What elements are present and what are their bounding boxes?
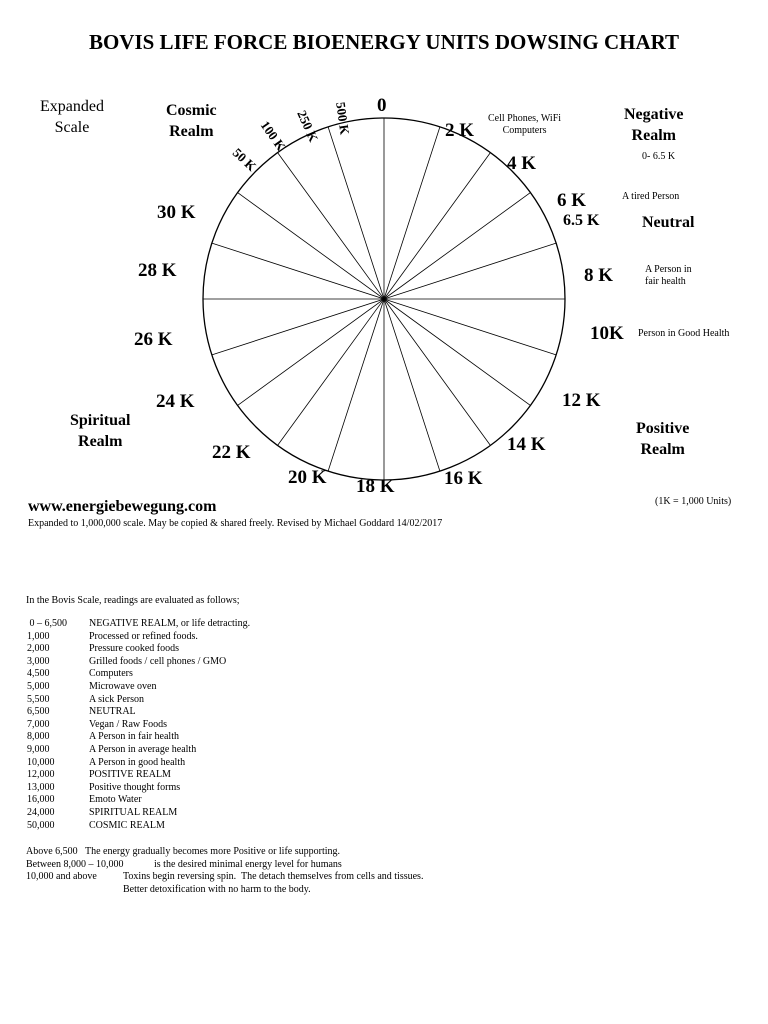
dial-spoke [384, 299, 490, 445]
dial-label-18k: 18 K [356, 476, 395, 497]
legend-description: Computers [89, 668, 133, 680]
annotation-phones: Cell Phones, WiFi Computers [488, 113, 562, 136]
dial-label-28k: 28 K [138, 260, 177, 281]
legend-value: 2,000 [27, 643, 50, 655]
legend-value: 4,500 [27, 668, 50, 680]
legend-value: 6,500 [27, 706, 50, 718]
legend-row [27, 656, 250, 669]
legend-intro: In the Bovis Scale, readings are evaluated as follows; [26, 595, 240, 606]
legend-row [27, 807, 250, 820]
dial-label-4k: 4 K [507, 153, 537, 174]
dial-spoke [384, 299, 440, 471]
legend-row [27, 782, 250, 795]
annotation-good-health: Person in Good Health [638, 328, 730, 339]
neutral-label: Neutral [642, 214, 695, 231]
dial-label-500k: 500 K [333, 101, 353, 136]
legend-value: 24,000 [27, 806, 55, 818]
footer-line-3-text: Toxins begin reversing spin. The detach themselves from cells and tissues. [123, 871, 424, 883]
legend-value: 16,000 [27, 794, 55, 806]
positive-realm-label: Positive Realm [636, 420, 690, 458]
website-link[interactable]: www.energiebewegung.com [28, 498, 217, 515]
legend-row [27, 794, 250, 807]
legend-value: 7,000 [27, 718, 50, 730]
legend-row [27, 820, 250, 833]
legend-description: Grilled foods / cell phones / GMO [89, 655, 227, 667]
legend-description: Pressure cooked foods [89, 643, 179, 655]
legend-row [27, 706, 250, 719]
footer-line-2 [26, 859, 423, 872]
dial-label-14k: 14 K [507, 434, 546, 455]
legend-description: Emoto Water [89, 794, 142, 806]
dial-label-0: 0 [377, 95, 387, 116]
legend-value: 10,000 [27, 756, 55, 768]
legend-description: POSITIVE REALM [89, 769, 171, 781]
legend-row [27, 731, 250, 744]
dial-label-22k: 22 K [212, 442, 251, 463]
legend-value: 3,000 [27, 655, 50, 667]
units-note: (1K = 1,000 Units) [655, 496, 732, 507]
footer-line-2-text: is the desired minimal energy level for humans [154, 858, 342, 870]
page-title: BOVIS LIFE FORCE BIOENERGY UNITS DOWSING CHART [88, 30, 680, 54]
legend-description: Positive thought forms [89, 781, 181, 793]
legend-value: 1,000 [27, 630, 50, 642]
legend-row [27, 719, 250, 732]
legend-row [27, 769, 250, 782]
annotation-tired-person: A tired Person [622, 191, 680, 202]
legend-row [27, 618, 250, 631]
dial-spoke [384, 193, 530, 299]
dial-spoke [328, 127, 384, 299]
legend-row [27, 744, 250, 757]
dial-label-50k: 50 K [229, 145, 260, 174]
negative-realm-range: 0- 6.5 K [642, 151, 676, 162]
dial-spoke [384, 243, 556, 299]
legend-table [27, 618, 250, 832]
negative-realm-label: Negative Realm [624, 106, 684, 144]
legend-value: 8,000 [27, 731, 50, 743]
legend-row [27, 631, 250, 644]
legend-description: A Person in good health [89, 756, 186, 768]
legend-row [27, 694, 250, 707]
legend-description: SPIRITUAL REALM [89, 806, 178, 818]
revision-note: Expanded to 1,000,000 scale. May be copied & shared freely. Revised by Michael Goddard 14/02/2017 [28, 518, 443, 529]
legend-value: 12,000 [27, 769, 55, 781]
dial-spoke [238, 193, 384, 299]
dial-label-16k: 16 K [444, 468, 483, 489]
cosmic-realm-label: Cosmic Realm [166, 102, 217, 140]
dial-spoke [384, 299, 530, 405]
footer-line-3-range: 10,000 and above [26, 871, 97, 883]
dial-label-26k: 26 K [134, 329, 173, 350]
legend-description: NEGATIVE REALM, or life detracting. [89, 618, 251, 629]
legend-description: Processed or refined foods. [89, 630, 198, 642]
footer-line-3 [26, 871, 423, 884]
legend-value: 9,000 [27, 743, 50, 755]
legend-row [27, 757, 250, 770]
legend-value: 0 – 6,500 [27, 618, 67, 629]
legend-description: COSMIC REALM [89, 819, 165, 831]
dial-spoke [384, 127, 440, 299]
legend-value: 13,000 [27, 781, 55, 793]
spiritual-realm-label: Spiritual Realm [70, 412, 131, 450]
legend-row [27, 643, 250, 656]
legend-value: 5,000 [27, 680, 50, 692]
dial-spoke [328, 299, 384, 471]
dial-label-2k: 2 K [445, 120, 475, 141]
dial-spoke [384, 153, 490, 299]
dial-label-6-5k: 6.5 K [563, 212, 600, 229]
legend-description: A Person in fair health [89, 731, 179, 743]
dial-label-10k: 10K [590, 323, 624, 344]
dial-spoke [238, 299, 384, 405]
footer-line-2-range: Between 8,000 – 10,000 [26, 858, 124, 870]
dial-spoke [278, 299, 384, 445]
dial-label-100k: 100 K [257, 118, 289, 154]
dial-label-6k: 6 K [557, 190, 587, 211]
dial-label-8k: 8 K [584, 265, 614, 286]
legend-row [27, 681, 250, 694]
expanded-scale-label: Expanded Scale [40, 98, 104, 136]
legend-description: A sick Person [89, 693, 144, 705]
legend-row [27, 668, 250, 681]
dial-label-24k: 24 K [156, 391, 195, 412]
dial-spoke [212, 243, 384, 299]
legend-description: A Person in average health [89, 743, 197, 755]
dial-spoke [384, 299, 556, 355]
dial-spoke [212, 299, 384, 355]
legend-description: Microwave oven [89, 680, 157, 692]
legend-value: 5,500 [27, 693, 50, 705]
footer-notes [26, 846, 423, 896]
dial-label-12k: 12 K [562, 390, 601, 411]
annotation-fair-health: A Person in fair health [645, 264, 692, 287]
footer-line-1: Above 6,500 The energy gradually becomes more Positive or life supporting. [26, 846, 341, 857]
dial-label-30k: 30 K [157, 202, 196, 223]
dial-label-250k: 250 K [294, 108, 322, 145]
dial-label-20k: 20 K [288, 467, 327, 488]
dial-spoke [278, 153, 384, 299]
legend-description: Vegan / Raw Foods [89, 718, 168, 730]
footer-line-4: Better detoxification with no harm to the body. [123, 883, 311, 895]
legend-value: 50,000 [27, 819, 55, 831]
legend-description: NEUTRAL [89, 706, 136, 718]
